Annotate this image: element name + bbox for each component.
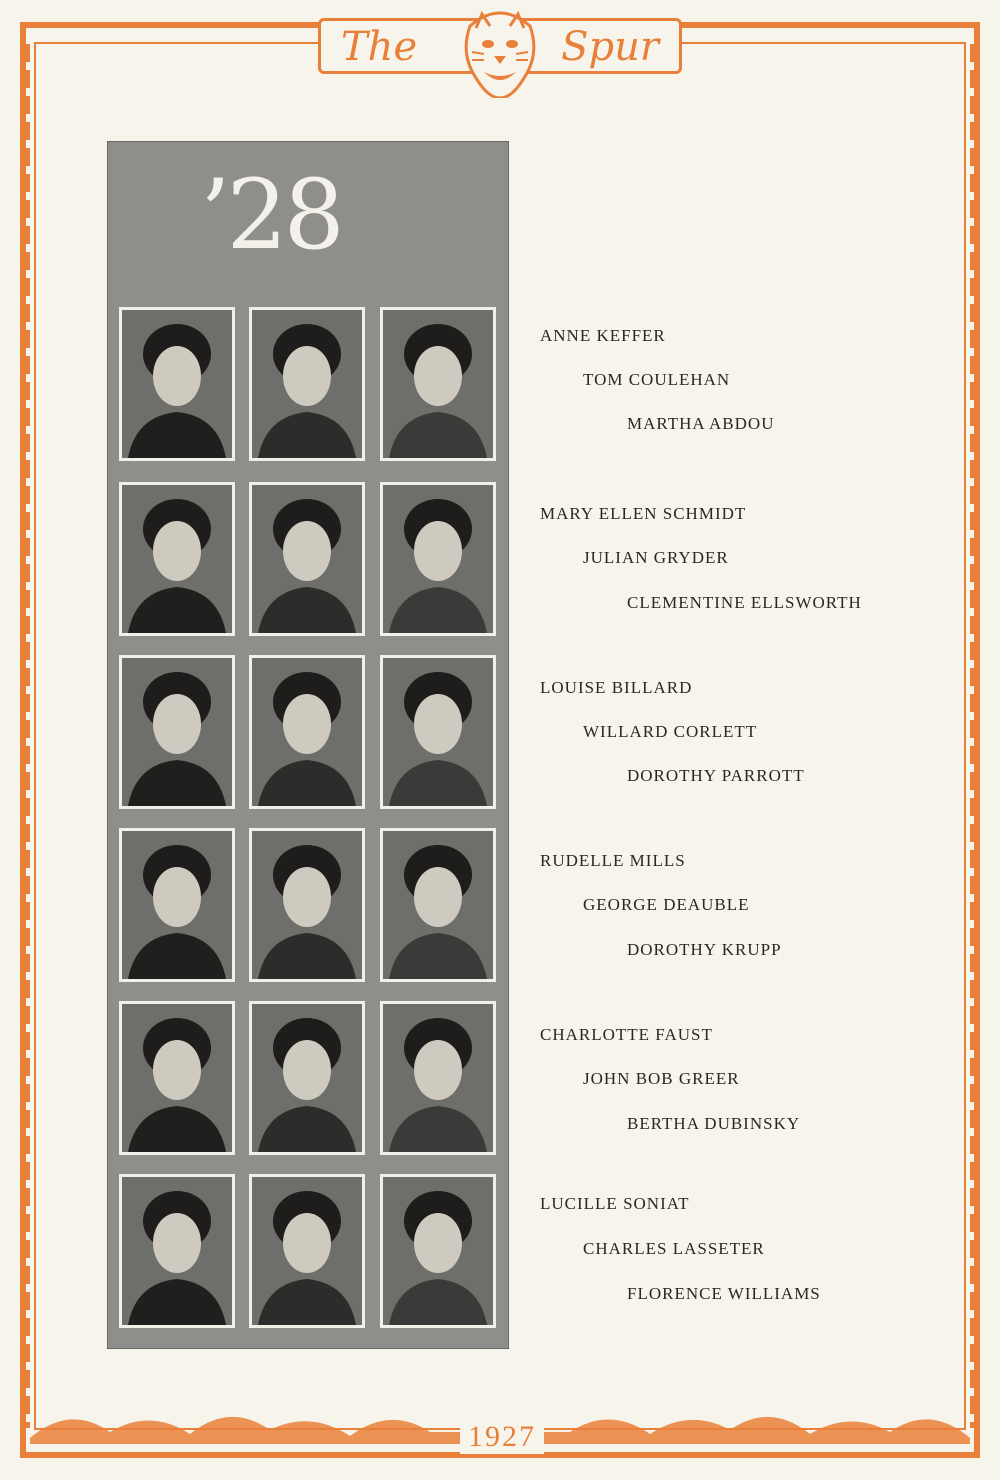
student-name: MARTHA ABDOU [627, 414, 775, 433]
portrait-photo [380, 1174, 496, 1328]
tiger-head-icon [462, 6, 538, 98]
student-name: BERTHA DUBINSKY [627, 1114, 801, 1133]
portrait-photo [380, 307, 496, 461]
portrait-photo [249, 307, 365, 461]
portrait-photo [119, 655, 235, 809]
student-name: RUDELLE MILLS [540, 851, 686, 870]
class-year-mark: ’28 [200, 159, 341, 271]
student-name: CHARLES LASSETER [583, 1239, 765, 1258]
student-name: TOM COULEHAN [583, 370, 731, 389]
portrait-photo [119, 1174, 235, 1328]
student-name: JULIAN GRYDER [583, 548, 729, 567]
student-name: LUCILLE SONIAT [540, 1194, 690, 1213]
portrait-photo [119, 307, 235, 461]
portrait-photo [119, 482, 235, 636]
student-name: CLEMENTINE ELLSWORTH [627, 593, 862, 612]
student-name: LOUISE BILLARD [540, 678, 693, 697]
portrait-photo [119, 828, 235, 982]
portrait-photo [249, 655, 365, 809]
student-name: GEORGE DEAUBLE [583, 895, 750, 914]
student-name: FLORENCE WILLIAMS [627, 1284, 821, 1303]
portrait-photo [249, 828, 365, 982]
student-name: DOROTHY KRUPP [627, 940, 782, 959]
portrait-photo [380, 655, 496, 809]
portrait-photo [249, 1001, 365, 1155]
student-name: WILLARD CORLETT [583, 722, 758, 741]
header-title-left: The [341, 24, 418, 70]
portrait-photo [119, 1001, 235, 1155]
portrait-photo [380, 1001, 496, 1155]
portrait-photo [249, 1174, 365, 1328]
portrait-photo [380, 828, 496, 982]
header-title-right: Spur [561, 24, 659, 70]
student-name: JOHN BOB GREER [583, 1069, 740, 1088]
student-name: CHARLOTTE FAUST [540, 1025, 713, 1044]
portrait-photo [380, 482, 496, 636]
student-name: MARY ELLEN SCHMIDT [540, 504, 747, 523]
student-name: DOROTHY PARROTT [627, 766, 805, 785]
portrait-photo [249, 482, 365, 636]
student-name: ANNE KEFFER [540, 326, 666, 345]
footer-year: 1927 [460, 1420, 544, 1454]
